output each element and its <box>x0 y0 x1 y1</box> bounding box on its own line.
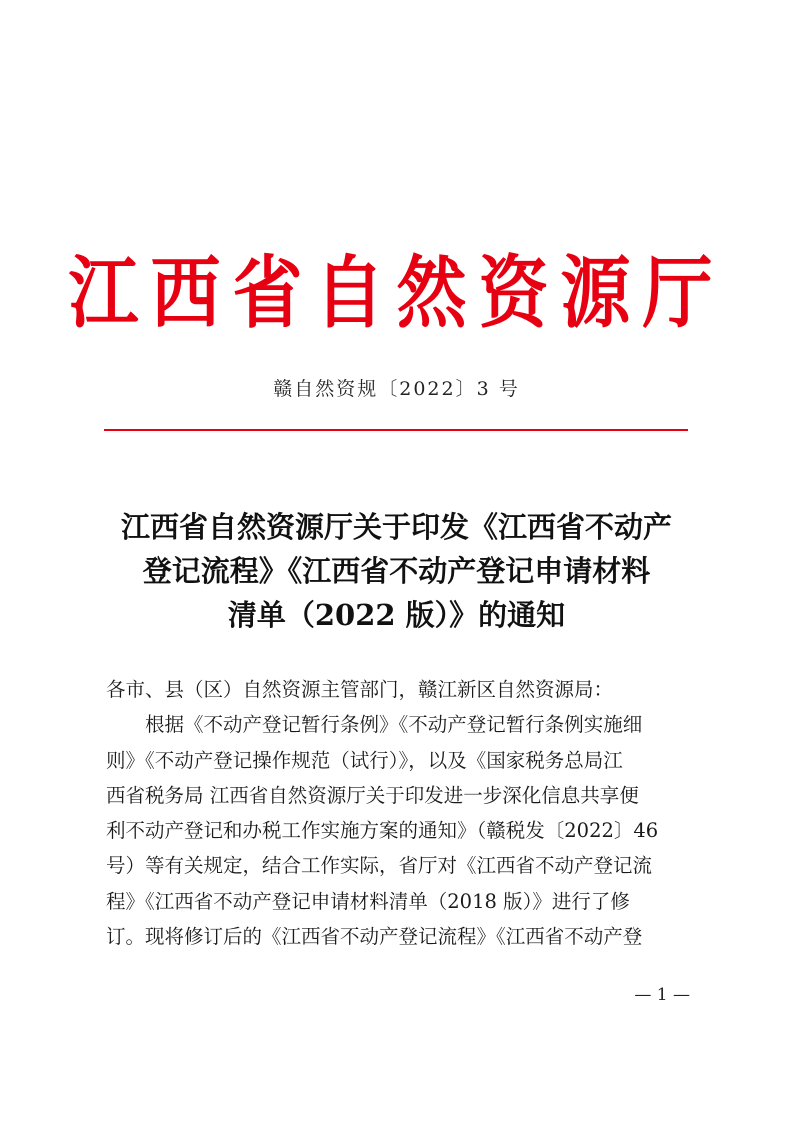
notice-body <box>106 672 690 954</box>
body-line: 根据《不动产登记暂行条例》《不动产登记暂行条例实施细 <box>145 713 643 737</box>
notice-title-line: 登记流程》《江西省不动产登记申请材料 <box>142 554 651 588</box>
page-number: — 1 — <box>634 985 690 1005</box>
body-line: 则》《不动产登记操作规范（试行）》，以及《国家税务总局江 <box>106 748 623 772</box>
notice-title-line: 清单（2022 版）》的通知 <box>227 598 566 632</box>
body-line: 西省税务局 江西省自然资源厅关于印发进一步深化信息共享便 <box>106 783 639 807</box>
document-number: 赣自然资规〔2022〕3 号 <box>273 378 520 400</box>
issuing-authority-title: 江西省自然资源厅 <box>68 245 725 339</box>
salutation-line: 各市、县（区）自然资源主管部门，赣江新区自然资源局： <box>106 678 614 701</box>
body-line: 订。现将修订后的《江西省不动产登记流程》《江西省不动产登 <box>106 925 643 949</box>
body-line: 号）等有关规定，结合工作实际，省厅对《江西省不动产登记流 <box>106 854 653 878</box>
body-line: 程》《江西省不动产登记申请材料清单（2018 版）》进行了修 <box>106 889 630 913</box>
notice-title <box>100 505 693 637</box>
notice-title-line: 江西省自然资源厅关于印发《江西省不动产 <box>120 510 672 544</box>
red-divider-line <box>104 429 688 431</box>
body-line: 利不动产登记和办税工作实施方案的通知》（赣税发〔2022〕46 <box>106 819 659 843</box>
